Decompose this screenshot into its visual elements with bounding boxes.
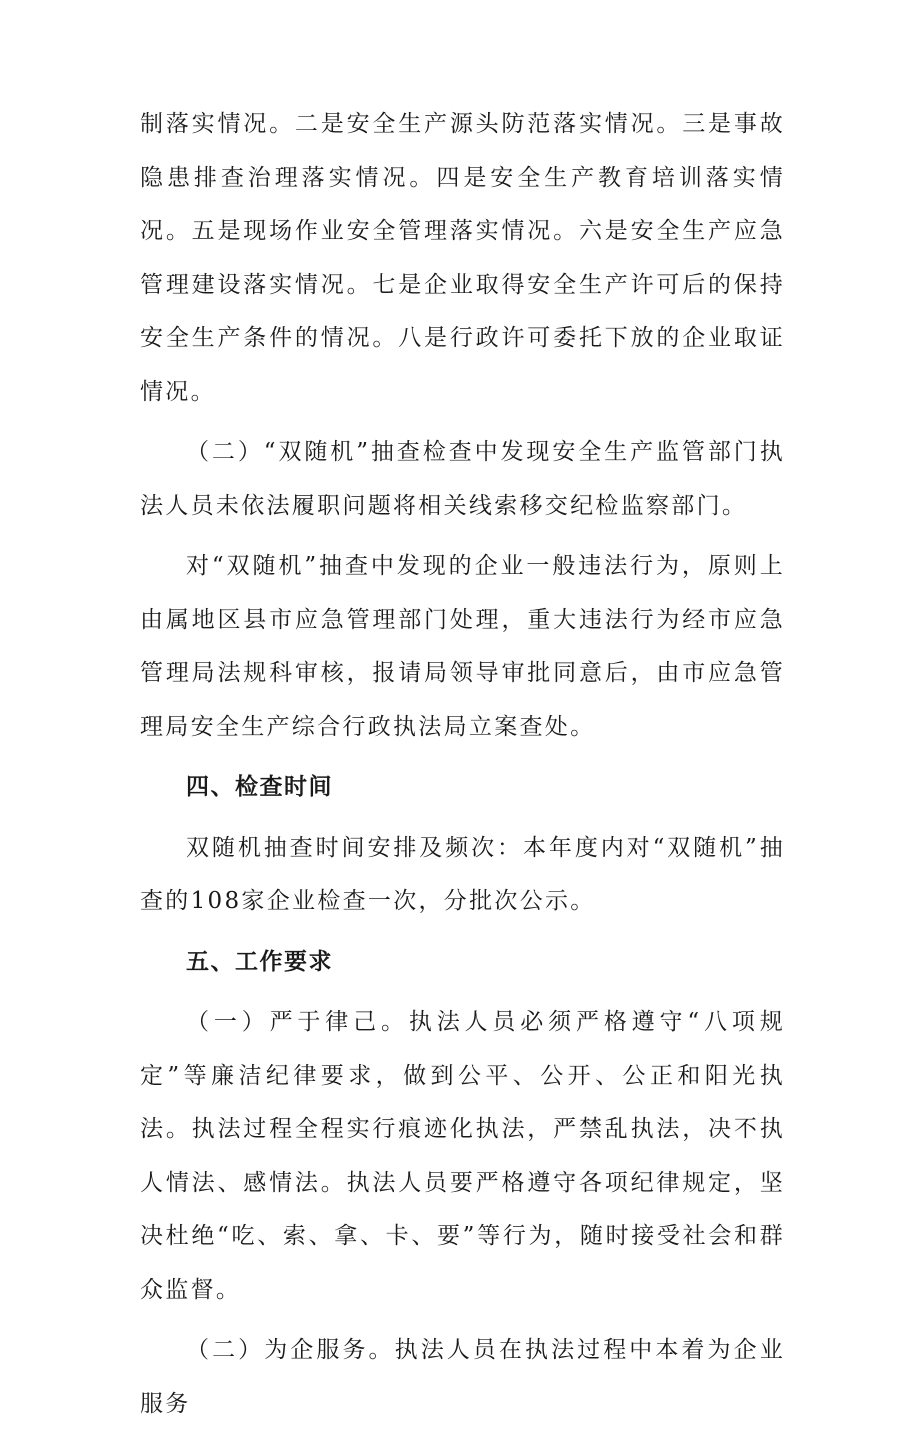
section-heading-work-requirements: 五、工作要求 [186, 948, 333, 975]
paragraph-violation-handling: 对“双随机”抽查中发现的企业一般违法行为，原则上由属地区县市应急管理部门处理，重大违法行为经市应急管理局法规科审核，报请局领导审批同意后，由市应急管理局安全生产综合行政执法局立案查处。 [140, 553, 785, 740]
paragraph-self-discipline: （一）严于律己。执法人员必须严格遵守“八项规定”等廉洁纪律要求，做到公平、公开、公正和阳光执法。执法过程全程实行痕迹化执法，严禁乱执法，决不执人情法、感情法。执法人员要严格遵守各项纪律规定，坚决杜绝“吃、索、拿、卡、要”等行为，随时接受社会和群众监督。 [140, 1009, 785, 1303]
paragraph-dual-random-staff: （二）“双随机”抽查检查中发现安全生产监管部门执法人员未依法履职问题将相关线索移交纪检监察部门。 [140, 439, 785, 519]
paragraph-inspection-schedule: 双随机抽查时间安排及频次：本年度内对“双随机”抽查的108家企业检查一次，分批次公示。 [140, 834, 785, 914]
section-heading-inspection-time: 四、检查时间 [186, 774, 333, 800]
document-body [140, 98, 785, 1431]
paragraph-inspection-items: 制落实情况。二是安全生产源头防范落实情况。三是事故隐患排查治理落实情况。四是安全生产教育培训落实情况。五是现场作业安全管理落实情况。六是安全生产应急管理建设落实情况。七是企业取得安全生产许可后的保持安全生产条件的情况。八是行政许可委托下放的企业取证情况。 [140, 111, 785, 405]
paragraph-serve-enterprises: （二）为企服务。执法人员在执法过程中本着为企业服务 [140, 1337, 785, 1417]
